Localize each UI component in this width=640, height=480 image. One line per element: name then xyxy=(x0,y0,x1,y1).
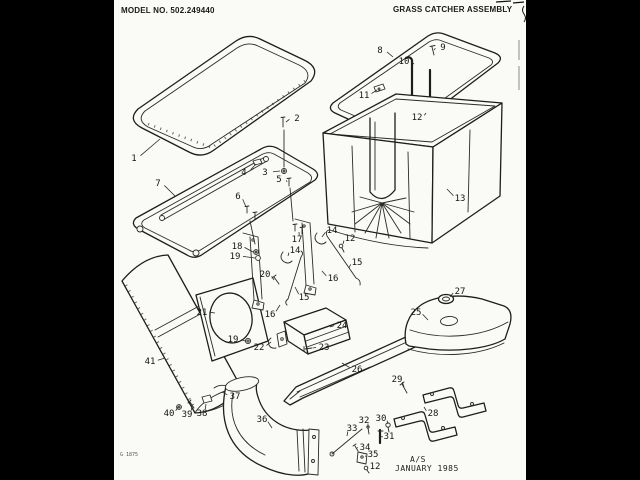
part-label-36: 36 xyxy=(256,415,268,425)
part-label-12: 12 xyxy=(369,462,381,472)
part-label-38: 38 xyxy=(196,409,208,419)
part-label-39: 39 xyxy=(181,410,193,420)
part-label-19: 19 xyxy=(229,252,241,262)
part-label-27: 27 xyxy=(454,287,466,297)
part-label-19: 19 xyxy=(227,335,239,345)
part-label-26: 26 xyxy=(351,365,363,375)
leader-line-part-15 xyxy=(349,264,351,268)
part-label-23: 23 xyxy=(318,343,330,353)
revision-code: A/S xyxy=(410,455,426,464)
lid-hardware-parts-2-6 xyxy=(245,117,293,244)
part-label-4: 4 xyxy=(241,168,247,178)
part-label-9: 9 xyxy=(440,43,446,53)
part-label-37: 37 xyxy=(229,392,241,402)
part-label-5: 5 xyxy=(276,175,282,185)
part-label-15: 15 xyxy=(351,258,363,268)
part-label-13: 13 xyxy=(454,194,466,204)
part-label-18: 18 xyxy=(231,242,243,252)
revision-date: JANUARY 1985 xyxy=(395,464,459,473)
part-label-22: 22 xyxy=(253,343,265,353)
leader-line-part-6 xyxy=(243,199,246,207)
part-label-33: 33 xyxy=(346,424,358,434)
part-label-32: 32 xyxy=(358,416,370,426)
leader-line-part-14 xyxy=(322,232,325,237)
part-label-40: 40 xyxy=(163,409,175,419)
part-label-14: 14 xyxy=(326,226,338,236)
part-label-10: 10 xyxy=(398,57,410,67)
part-label-15: 15 xyxy=(298,293,310,303)
part-label-2: 2 xyxy=(294,114,300,124)
part-label-16: 16 xyxy=(264,310,276,320)
model-number: MODEL NO. 502.249440 xyxy=(121,6,215,15)
leader-line-part-3 xyxy=(273,171,280,172)
part-label-7: 7 xyxy=(155,179,161,189)
part-label-28: 28 xyxy=(427,409,439,419)
part-label-21: 21 xyxy=(196,308,208,318)
leader-line-part-19 xyxy=(243,256,255,258)
part-label-29: 29 xyxy=(391,375,403,385)
leader-line-part-1 xyxy=(140,139,160,156)
part-label-16: 16 xyxy=(327,274,339,284)
part-label-20: 20 xyxy=(259,270,271,280)
part-label-1: 1 xyxy=(131,154,137,164)
leader-line-part-7 xyxy=(164,185,175,196)
part-label-30: 30 xyxy=(375,414,387,424)
part-label-34: 34 xyxy=(359,443,371,453)
leader-line-part-28 xyxy=(424,407,426,411)
leader-line-part-41 xyxy=(158,358,165,360)
frame-part-7 xyxy=(133,146,317,257)
part-label-12: 12 xyxy=(344,234,356,244)
leader-line-part-16 xyxy=(276,305,280,311)
adapter-parts-22-24 xyxy=(268,308,350,354)
leader-line-part-8 xyxy=(387,52,393,57)
cover-parts-25-27 xyxy=(405,295,511,355)
leader-line-part-30 xyxy=(387,421,388,424)
leader-line-part-12 xyxy=(367,467,368,468)
leader-line-part-9 xyxy=(434,48,435,50)
scan-artifacts xyxy=(496,1,526,90)
leader-line-part-16 xyxy=(322,271,326,276)
page-title: GRASS CATCHER ASSEMBLY xyxy=(393,5,513,14)
part-label-12: 12 xyxy=(411,113,423,123)
leader-line-part-2 xyxy=(286,119,289,122)
part-label-6: 6 xyxy=(235,192,241,202)
part-label-14: 14 xyxy=(289,246,301,256)
part-label-41: 41 xyxy=(144,357,156,367)
part-label-3: 3 xyxy=(262,168,268,178)
print-code: G 1875 xyxy=(120,452,139,458)
part-label-17: 17 xyxy=(291,235,303,245)
leader-line-part-5 xyxy=(286,180,287,182)
leader-line-part-18 xyxy=(244,247,253,252)
part-label-25: 25 xyxy=(410,308,422,318)
part-label-8: 8 xyxy=(377,46,383,56)
part-label-24: 24 xyxy=(336,321,348,331)
part-label-35: 35 xyxy=(367,450,379,460)
part-label-11: 11 xyxy=(358,91,370,101)
part-label-31: 31 xyxy=(383,432,395,442)
lid-part-1 xyxy=(133,36,314,155)
